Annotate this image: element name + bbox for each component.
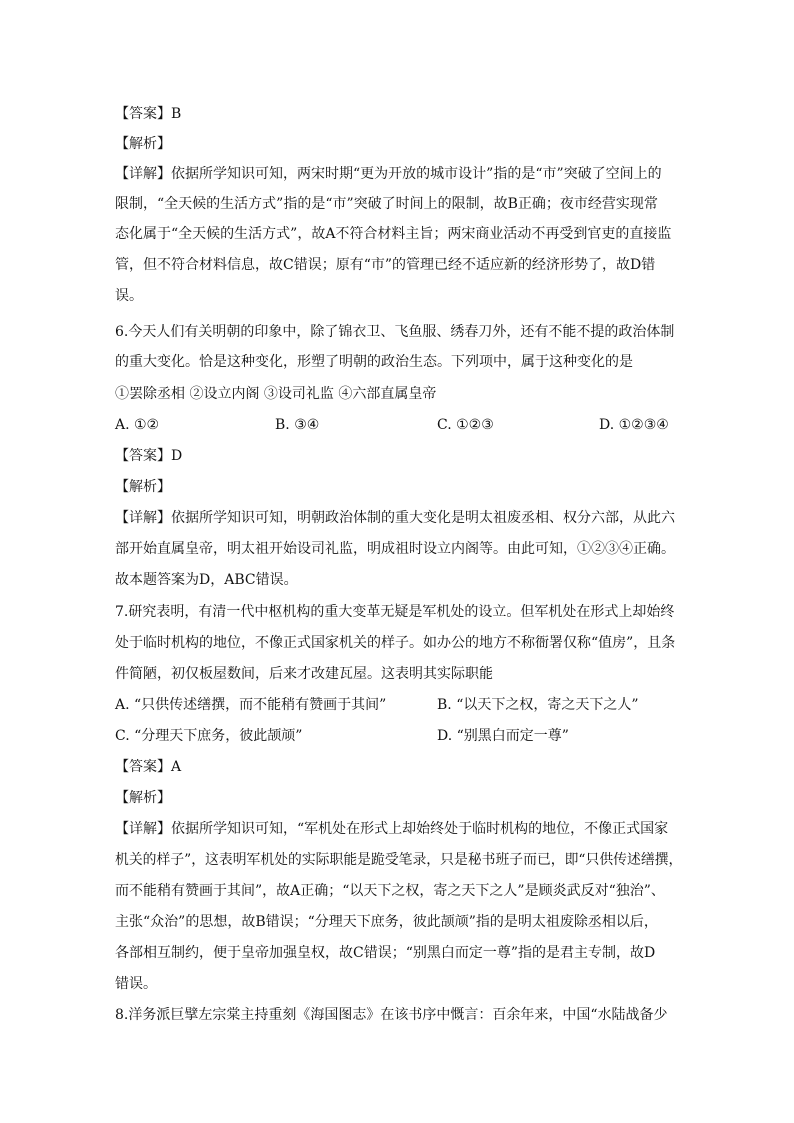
- q7-detail-line: 主张“众治”的思想，故B错误；“分理天下庶务，彼此颉颃”指的是明太祖废除丞相以后，: [115, 914, 658, 930]
- q6-option-d: D. ①②③④: [599, 417, 669, 433]
- q7-stem-line: 处于临时机构的地位，不像正式国家机关的样子。如办公的地方不称衙署仅称“值房”，且条: [115, 635, 676, 651]
- q5-analysis-heading: 【解析】: [115, 136, 171, 152]
- q7-detail-line: 机关的样子”，这表明军机处的实际职能是跪受笔录，只是秘书班子而已，即“只供传述缮撰，: [115, 852, 683, 868]
- q5-detail-line: 【详解】依据所学知识可知，两宋时期“更为开放的城市设计”指的是“市”突破了空间上的: [115, 166, 662, 182]
- q5-detail-line: 态化属于“全天候的生活方式”，故A不符合材料主旨；两宋商业活动不再受到官吏的直接监: [115, 226, 672, 242]
- q7-option-a: A. “只供传述缮撰，而不能稍有赞画于其间”: [115, 697, 387, 713]
- q7-detail-line: 【详解】依据所学知识可知，“军机处在形式上却始终处于临时机构的地位，不像正式国家: [115, 821, 669, 837]
- q5-detail-line: 限制，“全天候的生活方式”指的是“市”突破了时间上的限制，故B正确；夜市经营实现常: [115, 196, 658, 212]
- q6-option-c: C. ①②③: [437, 417, 494, 433]
- q6-stem-line: 6.今天人们有关明朝的印象中，除了锦衣卫、飞鱼服、绣春刀外，还有不能不提的政治体制: [115, 324, 675, 340]
- q6-detail-line: 【详解】依据所学知识可知，明朝政治体制的重大变化是明太祖废丞相、权分六部，从此六: [115, 510, 675, 526]
- q6-answer: 【答案】D: [115, 448, 183, 464]
- q6-detail-line: 故本题答案为D，ABC错误。: [115, 572, 298, 588]
- q6-stem-line: ①罢除丞相 ②设立内阁 ③设司礼监 ④六部直属皇帝: [115, 386, 437, 402]
- q7-option-d: D. “别黑白而定一尊”: [437, 728, 569, 744]
- q6-analysis-heading: 【解析】: [115, 479, 171, 495]
- q7-option-b: B. “以天下之权，寄之天下之人”: [437, 697, 639, 713]
- q5-detail-line: 管，但不符合材料信息，故C错误；原有“市”的管理已经不适应新的经济形势了，故D错: [115, 257, 656, 273]
- q7-detail-line: 各部相互制约，便于皇帝加强皇权，故C错误；“别黑白而定一尊”指的是君主专制，故D: [115, 945, 656, 961]
- q7-detail-line: 而不能稍有赞画于其间”，故A正确；“以天下之权，寄之天下之人”是顾炎武反对“独治”、: [115, 883, 665, 899]
- q7-stem-line: 件简陋，初仅板屋数间，后来才改建瓦屋。这表明其实际职能: [115, 666, 493, 682]
- q5-answer: 【答案】B: [115, 106, 182, 122]
- q7-answer: 【答案】A: [115, 759, 182, 775]
- q6-detail-line: 部开始直属皇帝，明太祖开始设司礼监，明成祖时设立内阁等。由此可知，①②③④正确。: [115, 541, 675, 557]
- q7-stem-line: 7.研究表明，有清一代中枢机构的重大变革无疑是军机处的设立。但军机处在形式上却始终: [115, 604, 675, 620]
- q7-option-c: C. “分理天下庶务，彼此颉颃”: [115, 728, 303, 744]
- q5-detail-line: 误。: [115, 288, 143, 304]
- q8-stem-line: 8.洋务派巨擘左宗棠主持重刻《海国图志》在该书序中慨言：百余年来，中国“水陆战备少: [115, 1007, 668, 1023]
- q7-analysis-heading: 【解析】: [115, 790, 171, 806]
- q6-stem-line: 的重大变化。恰是这种变化，形塑了明朝的政治生态。下列项中，属于这种变化的是: [115, 354, 633, 370]
- q7-detail-line: 错误。: [115, 976, 157, 992]
- q6-option-a: A. ①②: [115, 417, 160, 433]
- q6-option-b: B. ③④: [275, 417, 320, 433]
